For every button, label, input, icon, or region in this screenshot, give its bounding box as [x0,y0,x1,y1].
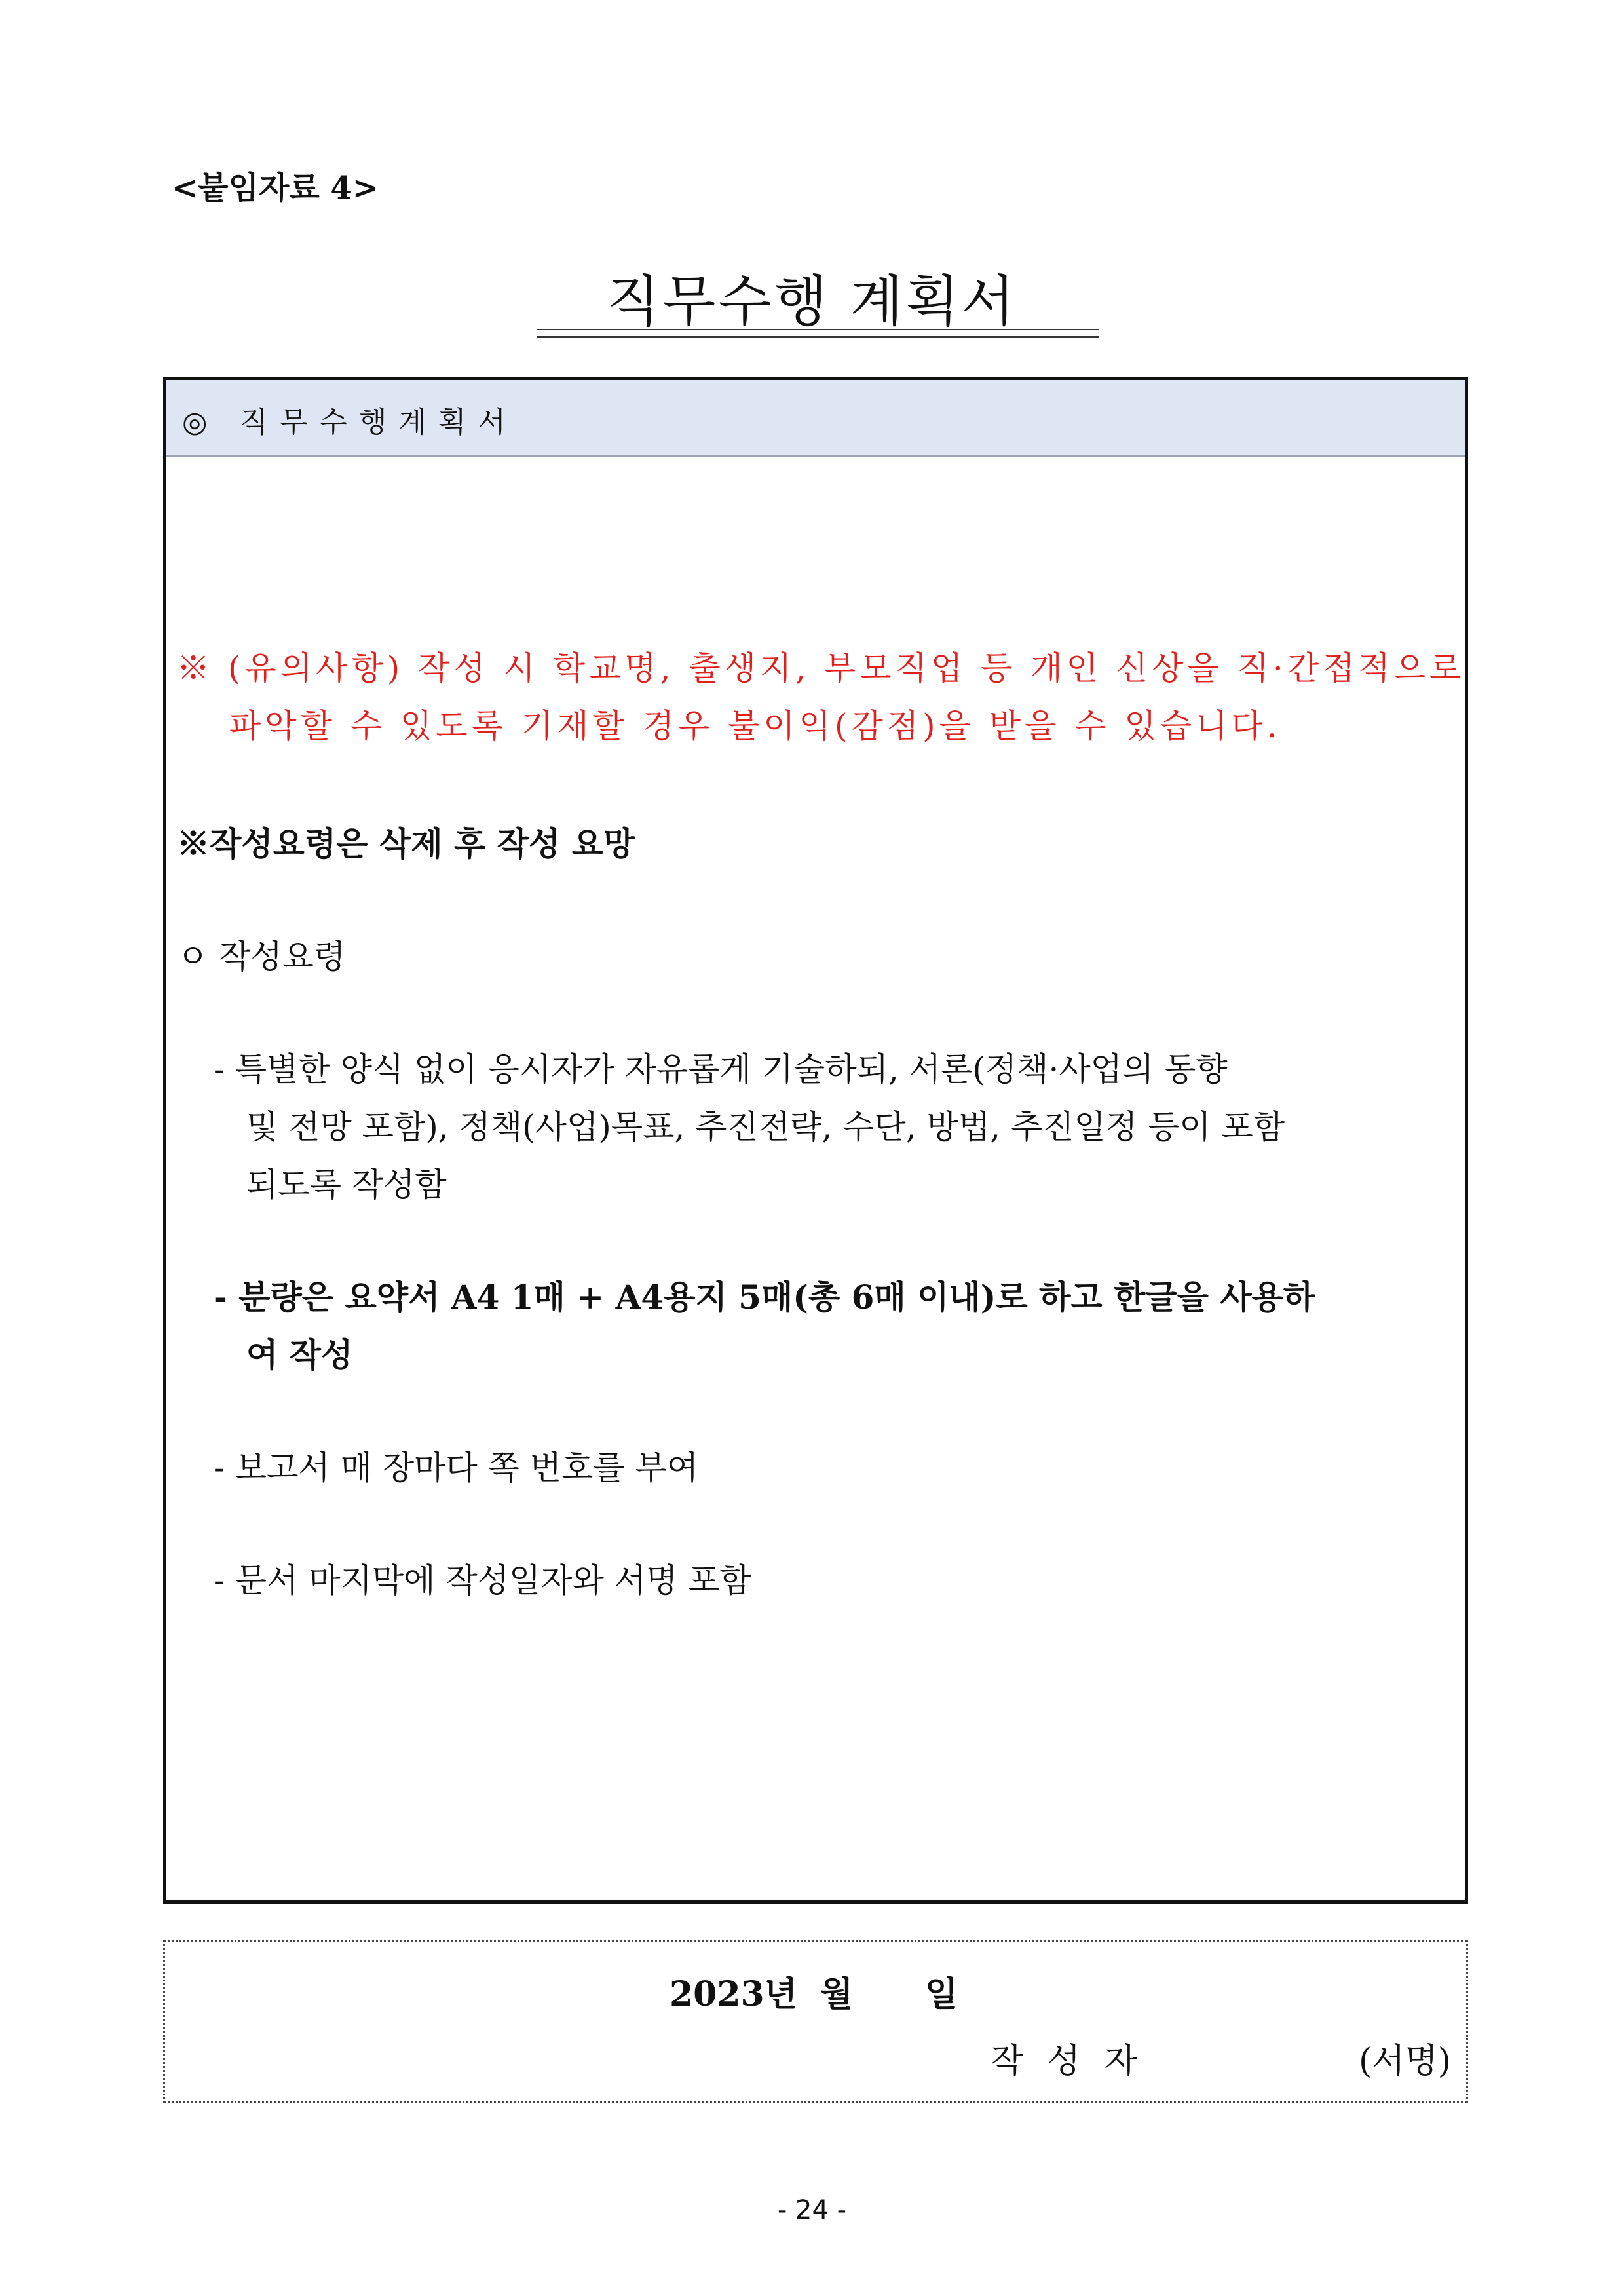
plan-box-header-label: ◎ 직무수행계획서 [182,406,518,439]
guide-item-1-line-1: - 특별한 양식 없이 응시자가 자유롭게 기술하되, 서론(정책·사업의 동향 [214,1050,1228,1088]
plan-box-header [166,380,1465,457]
signature-box [163,1940,1468,2103]
guide-item-1-line-2: 및 전망 포함), 정책(사업)목표, 추진전략, 수단, 방법, 추진일정 등이 포함 [246,1108,1285,1146]
guide-item-1-line-3: 되도록 작성함 [246,1166,447,1204]
plan-box [163,377,1468,1904]
date-month: 월 [820,1974,854,2014]
page-number: - 24 - [777,2195,847,2225]
guide-item-2-line-1: - 분량은 요약서 A4 1매 + A4용지 5매(총 6매 이내)로 하고 한글을 사용하 [214,1278,1315,1316]
date-day: 일 [925,1974,958,2014]
document-title: 직무수행 계획서 [607,269,1017,334]
title-underline [537,328,1099,338]
attachment-label: <붙임자료 4> [172,170,379,206]
delete-note: ※작성요령은 삭제 후 작성 요망 [177,824,635,863]
guide-item-2-line-2: 여 작성 [246,1335,353,1374]
date-year: 2023년 [670,1974,797,2014]
guide-item-4: - 문서 마지막에 작성일자와 서명 포함 [214,1561,751,1599]
notice-line-2: 파악할 수 있도록 기재할 경우 불이익(감점)을 받을 수 있습니다. [229,707,1281,745]
guide-heading: ㅇ 작성요령 [177,938,346,976]
author-label: 작 성 자 [991,2042,1144,2081]
guide-item-3: - 보고서 매 장마다 쪽 번호를 부여 [214,1449,699,1487]
sign-label: (서명) [1359,2042,1452,2081]
notice-line-1: ※ (유의사항) 작성 시 학교명, 출생지, 부모직업 등 개인 신상을 직·간접적으로 [177,649,1465,687]
